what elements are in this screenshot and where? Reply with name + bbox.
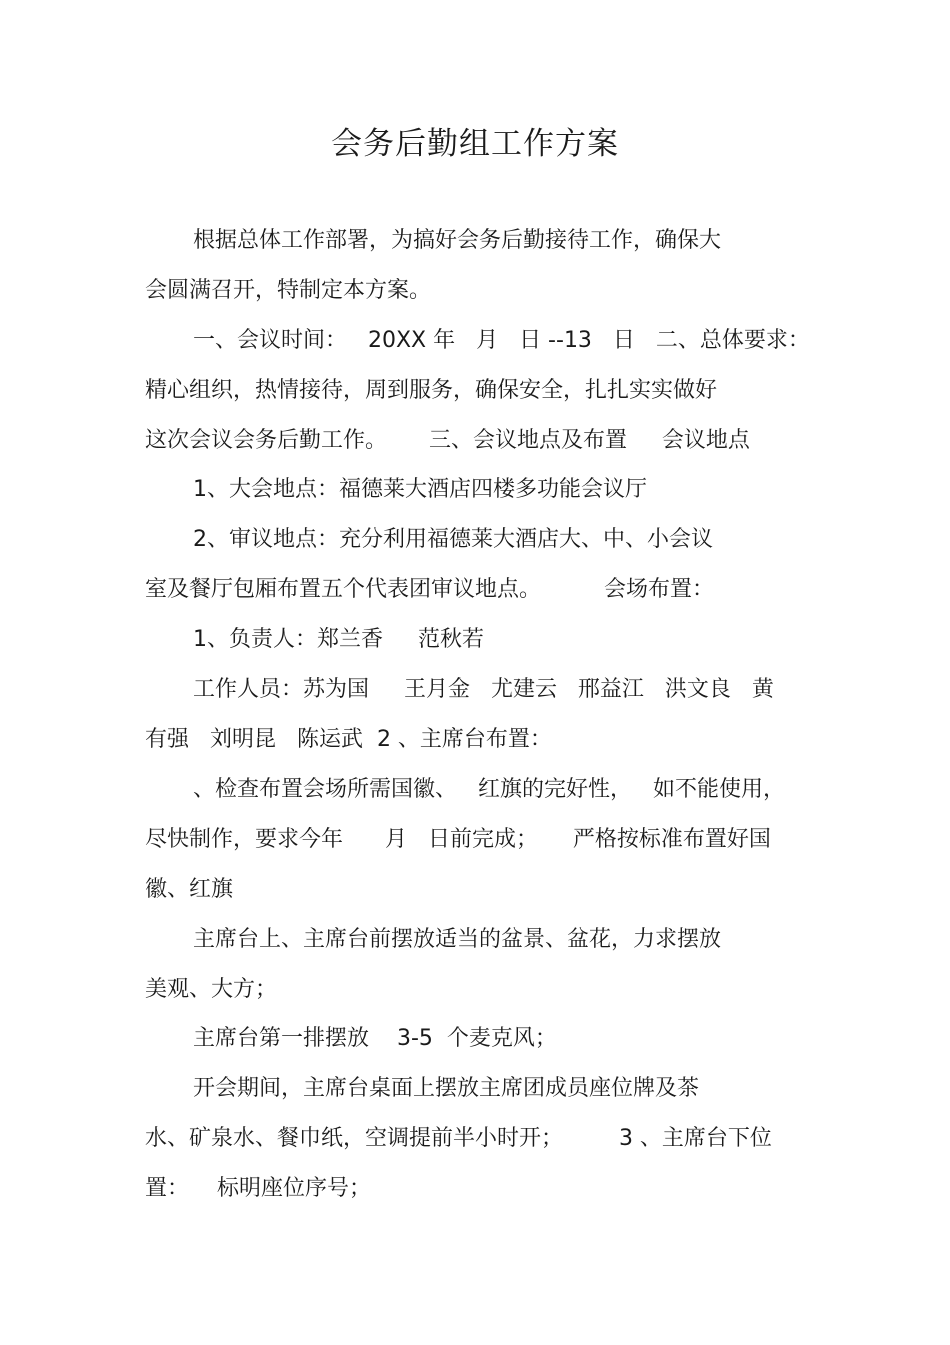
paragraph-line: 2、审议地点：充分利用福德莱大酒店大、中、小会议 [193,527,713,552]
paragraph-line: 精心组织，热情接待，周到服务，确保安全，扎扎实实做好 [145,378,718,403]
paragraph-line: 美观、大方； [145,977,278,1002]
paragraph-line: 水、矿泉水、餐巾纸，空调提前半小时开； 3 、主席台下位 [145,1126,772,1151]
paragraph-line: 有强 刘明昆 陈运武 2 、主席台布置： [145,727,552,752]
paragraph-line: 开会期间，主席台桌面上摆放主席团成员座位牌及茶 [193,1076,700,1101]
paragraph-line: 1、负责人：郑兰香 范秋若 [193,627,484,652]
paragraph-line: 主席台上、主席台前摆放适当的盆景、盆花，力求摆放 [193,927,722,952]
paragraph-line: 尽快制作，要求今年 月 日前完成； 严格按标准布置好国 [145,827,771,852]
paragraph-line: 主席台第一排摆放 3-5 个麦克风； [193,1026,557,1051]
paragraph-line: 一、会议时间： 20XX 年 月 日 --13 日 二、总体要求： [193,328,810,353]
paragraph-line: 工作人员：苏为国 王月金 尤建云 邢益江 洪文良 黄 [193,677,774,702]
paragraph-line: 根据总体工作部署，为搞好会务后勤接待工作，确保大 [193,228,722,253]
paragraph-line: 室及餐厅包厢布置五个代表团审议地点。 会场布置： [145,577,714,602]
paragraph-line: 徽、红旗 [145,877,234,902]
paragraph-line: 会圆满召开，特制定本方案。 [145,278,432,303]
paragraph-line: 1、大会地点：福德莱大酒店四楼多功能会议厅 [193,477,647,502]
document-title: 会务后勤组工作方案 [331,126,619,162]
paragraph-line: 置： 标明座位序号； [145,1176,371,1201]
paragraph-line: 这次会议会务后勤工作。 三、会议地点及布置 会议地点 [145,428,750,453]
paragraph-line: 、检查布置会场所需国徽、 红旗的完好性， 如不能使用， [193,777,785,802]
